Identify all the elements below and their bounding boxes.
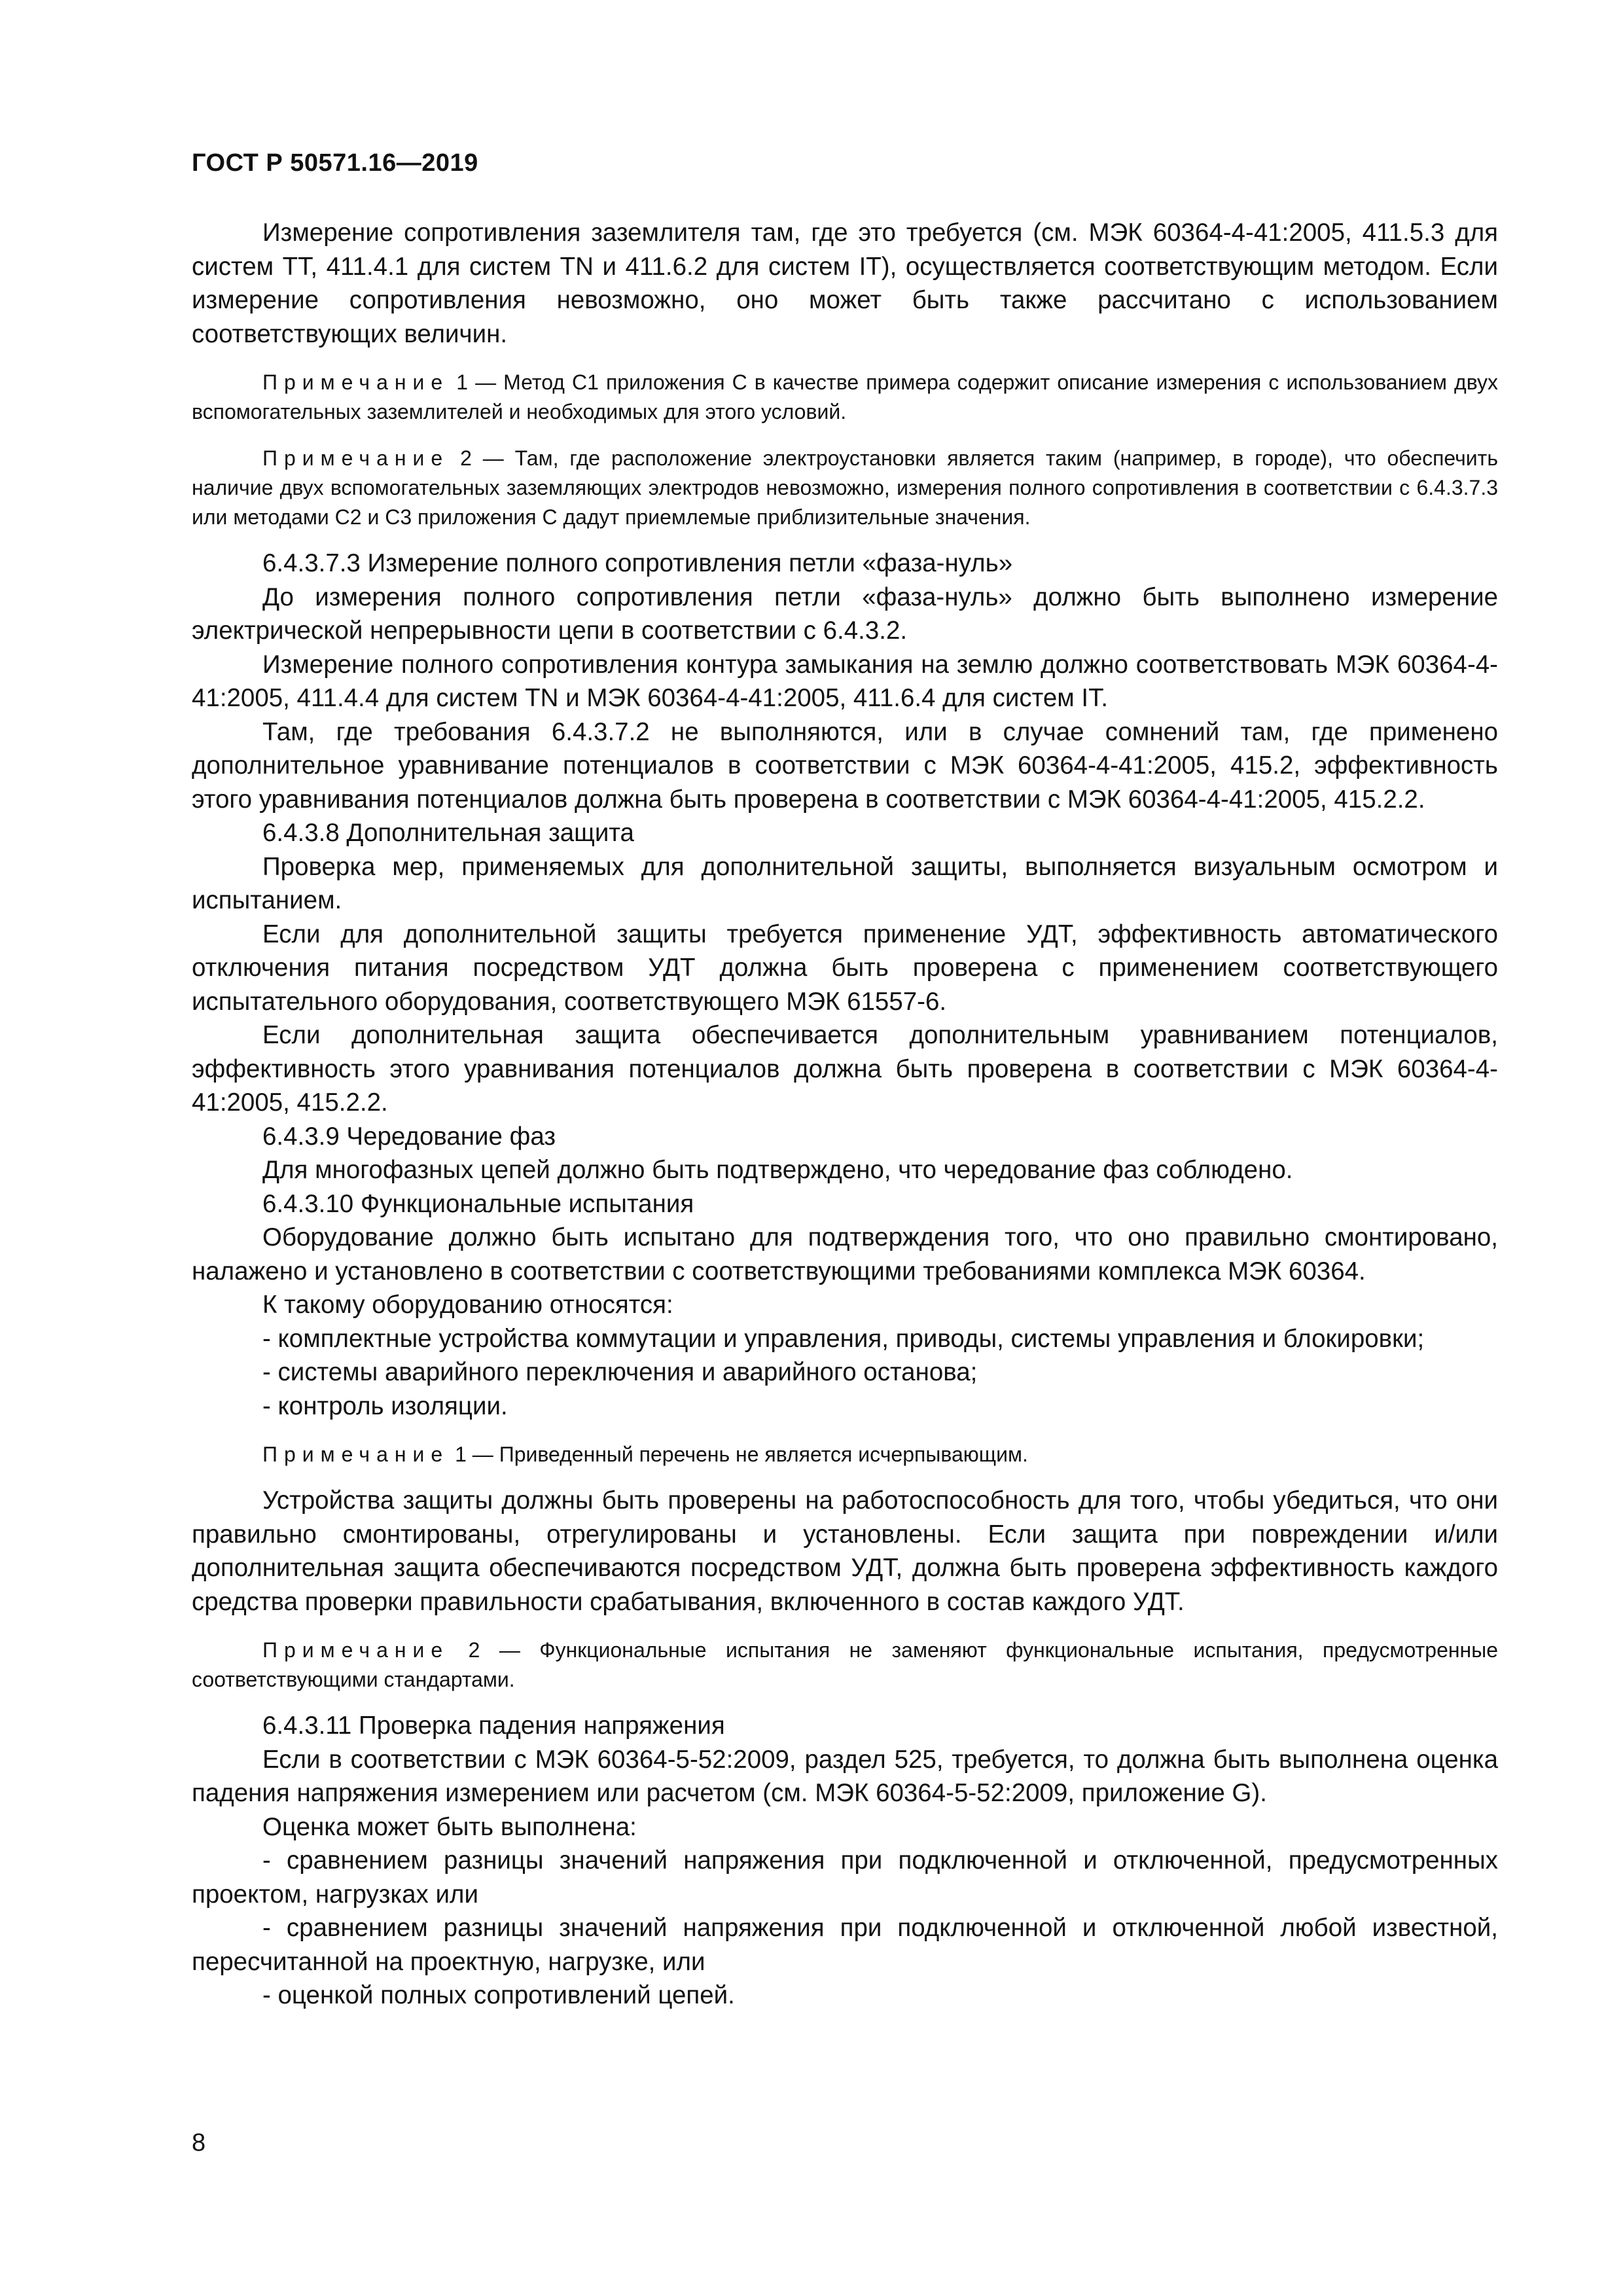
list-item: - системы аварийного переключения и аварийного останова; (262, 1358, 978, 1386)
list-item: - контроль изоляции. (262, 1391, 508, 1420)
note (192, 1636, 1498, 1695)
list-item: - комплектные устройства коммутации и управления, приводы, системы управления и блокировки; (262, 1324, 1425, 1353)
section-heading: 6.4.3.7.3 Измерение полного сопротивления петли «фаза-нуль» (262, 549, 1013, 577)
paragraph: Если для дополнительной защиты требуется применение УДТ, эффективность автоматического отключения питания посредством УДТ должна быть проверена с применением соответствующего испытательного оборудования, соответствующего МЭК 61557-6. (192, 920, 1498, 1016)
paragraph: Проверка мер, применяемых для дополнительной защиты, выполняется визуальным осмотром и испытанием. (192, 852, 1498, 914)
note-label: Примечание (262, 370, 450, 394)
list-item: - оценкой полных сопротивлений цепей. (262, 1981, 735, 2009)
list-item: - сравнением разницы значений напряжения при подключенной и отключенной, предусмотренных проектом, нагрузках или (192, 1846, 1498, 1909)
note-text: 2 — Там, где расположение электроустановки является таким (например, в городе), что обеспечить наличие двух вспомогательных заземляющих электродов невозможно, измерения полного сопротивления в соответствии с 6.4.3.7.3 или методами С2 и С3 приложения С дадут приемлемые приблизительные значения. (192, 446, 1498, 529)
paragraph: Оборудование должно быть испытано для подтверждения того, что оно правильно смонтировано, налажено и установлено в соответствии с соответствующими требованиями комплекса МЭК 60364. (192, 1223, 1498, 1285)
paragraph: Устройства защиты должны быть проверены на работоспособность для того, чтобы убедиться, что они правильно смонтированы, отрегулированы и установлены. Если защита при повреждении и/или дополнительная защита обеспечиваются посредством УДТ, должна быть проверена эффективность каждого средства проверки правильности срабатывания, включенного в состав каждого УДТ. (192, 1486, 1498, 1616)
section-heading: 6.4.3.11 Проверка падения напряжения (262, 1712, 725, 1740)
paragraph: Если дополнительная защита обеспечивается дополнительным уравниванием потенциалов, эффективность этого уравнивания потенциалов должна быть проверена в соответствии с МЭК 60364-4-41:2005, 415.2.2. (192, 1021, 1498, 1117)
note-text: 2 — Функциональные испытания не заменяют функциональные испытания, предусмотренные соответствующими стандартами. (192, 1638, 1498, 1691)
note (192, 1440, 1498, 1469)
list-item: - сравнением разницы значений напряжения при подключенной и отключенной любой известной, пересчитанной на проектную, нагрузке, или (192, 1914, 1498, 1976)
section-heading: 6.4.3.8 Дополнительная защита (262, 819, 634, 847)
section-heading: 6.4.3.10 Функциональные испытания (262, 1189, 694, 1218)
note-label: Примечание (262, 1443, 450, 1466)
paragraph: Измерение сопротивления заземлителя там, где это требуется (см. МЭК 60364-4-41:2005, 411.5.3 для систем ТТ, 411.4.1 для систем TN и 411.6.2 для систем IT), осуществляется соответствующим методом. Если измерение сопротивления невозможно, оно может быть также рассчитано с использованием соответствующих величин. (192, 219, 1498, 348)
note-label: Примечание (262, 446, 450, 470)
document-body (192, 216, 1498, 2013)
paragraph: Измерение полного сопротивления контура замыкания на землю должно соответствовать МЭК 60364-4-41:2005, 411.4.4 для систем TN и МЭК 60364-4-41:2005, 411.6.4 для систем IT. (192, 650, 1498, 712)
note (192, 444, 1498, 532)
page-number: 8 (192, 2129, 206, 2157)
note (192, 368, 1498, 427)
note-text: 1 — Метод С1 приложения С в качестве примера содержит описание измерения с использованием двух вспомогательных заземлителей и необходимых для этого условий. (192, 370, 1498, 423)
note-label: Примечание (262, 1638, 450, 1662)
paragraph: К такому оборудованию относятся: (262, 1291, 673, 1319)
note-text: 1 — Приведенный перечень не является исчерпывающим. (449, 1443, 1028, 1466)
paragraph: Оценка может быть выполнена: (262, 1812, 637, 1841)
paragraph: Там, где требования 6.4.3.7.2 не выполняются, или в случае сомнений там, где применено дополнительное уравнивание потенциалов в соответствии с МЭК 60364-4-41:2005, 415.2, эффективность этого уравнивания потенциалов должна быть проверена в соответствии с МЭК 60364-4-41:2005, 415.2.2. (192, 717, 1498, 814)
paragraph: Для многофазных цепей должно быть подтверждено, что чередование фаз соблюдено. (262, 1156, 1293, 1184)
paragraph: До измерения полного сопротивления петли «фаза-нуль» должно быть выполнено измерение электрической непрерывности цепи в соответствии с 6.4.3.2. (192, 583, 1498, 645)
paragraph: Если в соответствии с МЭК 60364-5-52:2009, раздел 525, требуется, то должна быть выполнена оценка падения напряжения измерением или расчетом (см. МЭК 60364-5-52:2009, приложение G). (192, 1745, 1498, 1807)
section-heading: 6.4.3.9 Чередование фаз (262, 1122, 556, 1151)
document-header: ГОСТ Р 50571.16—2019 (192, 149, 478, 177)
